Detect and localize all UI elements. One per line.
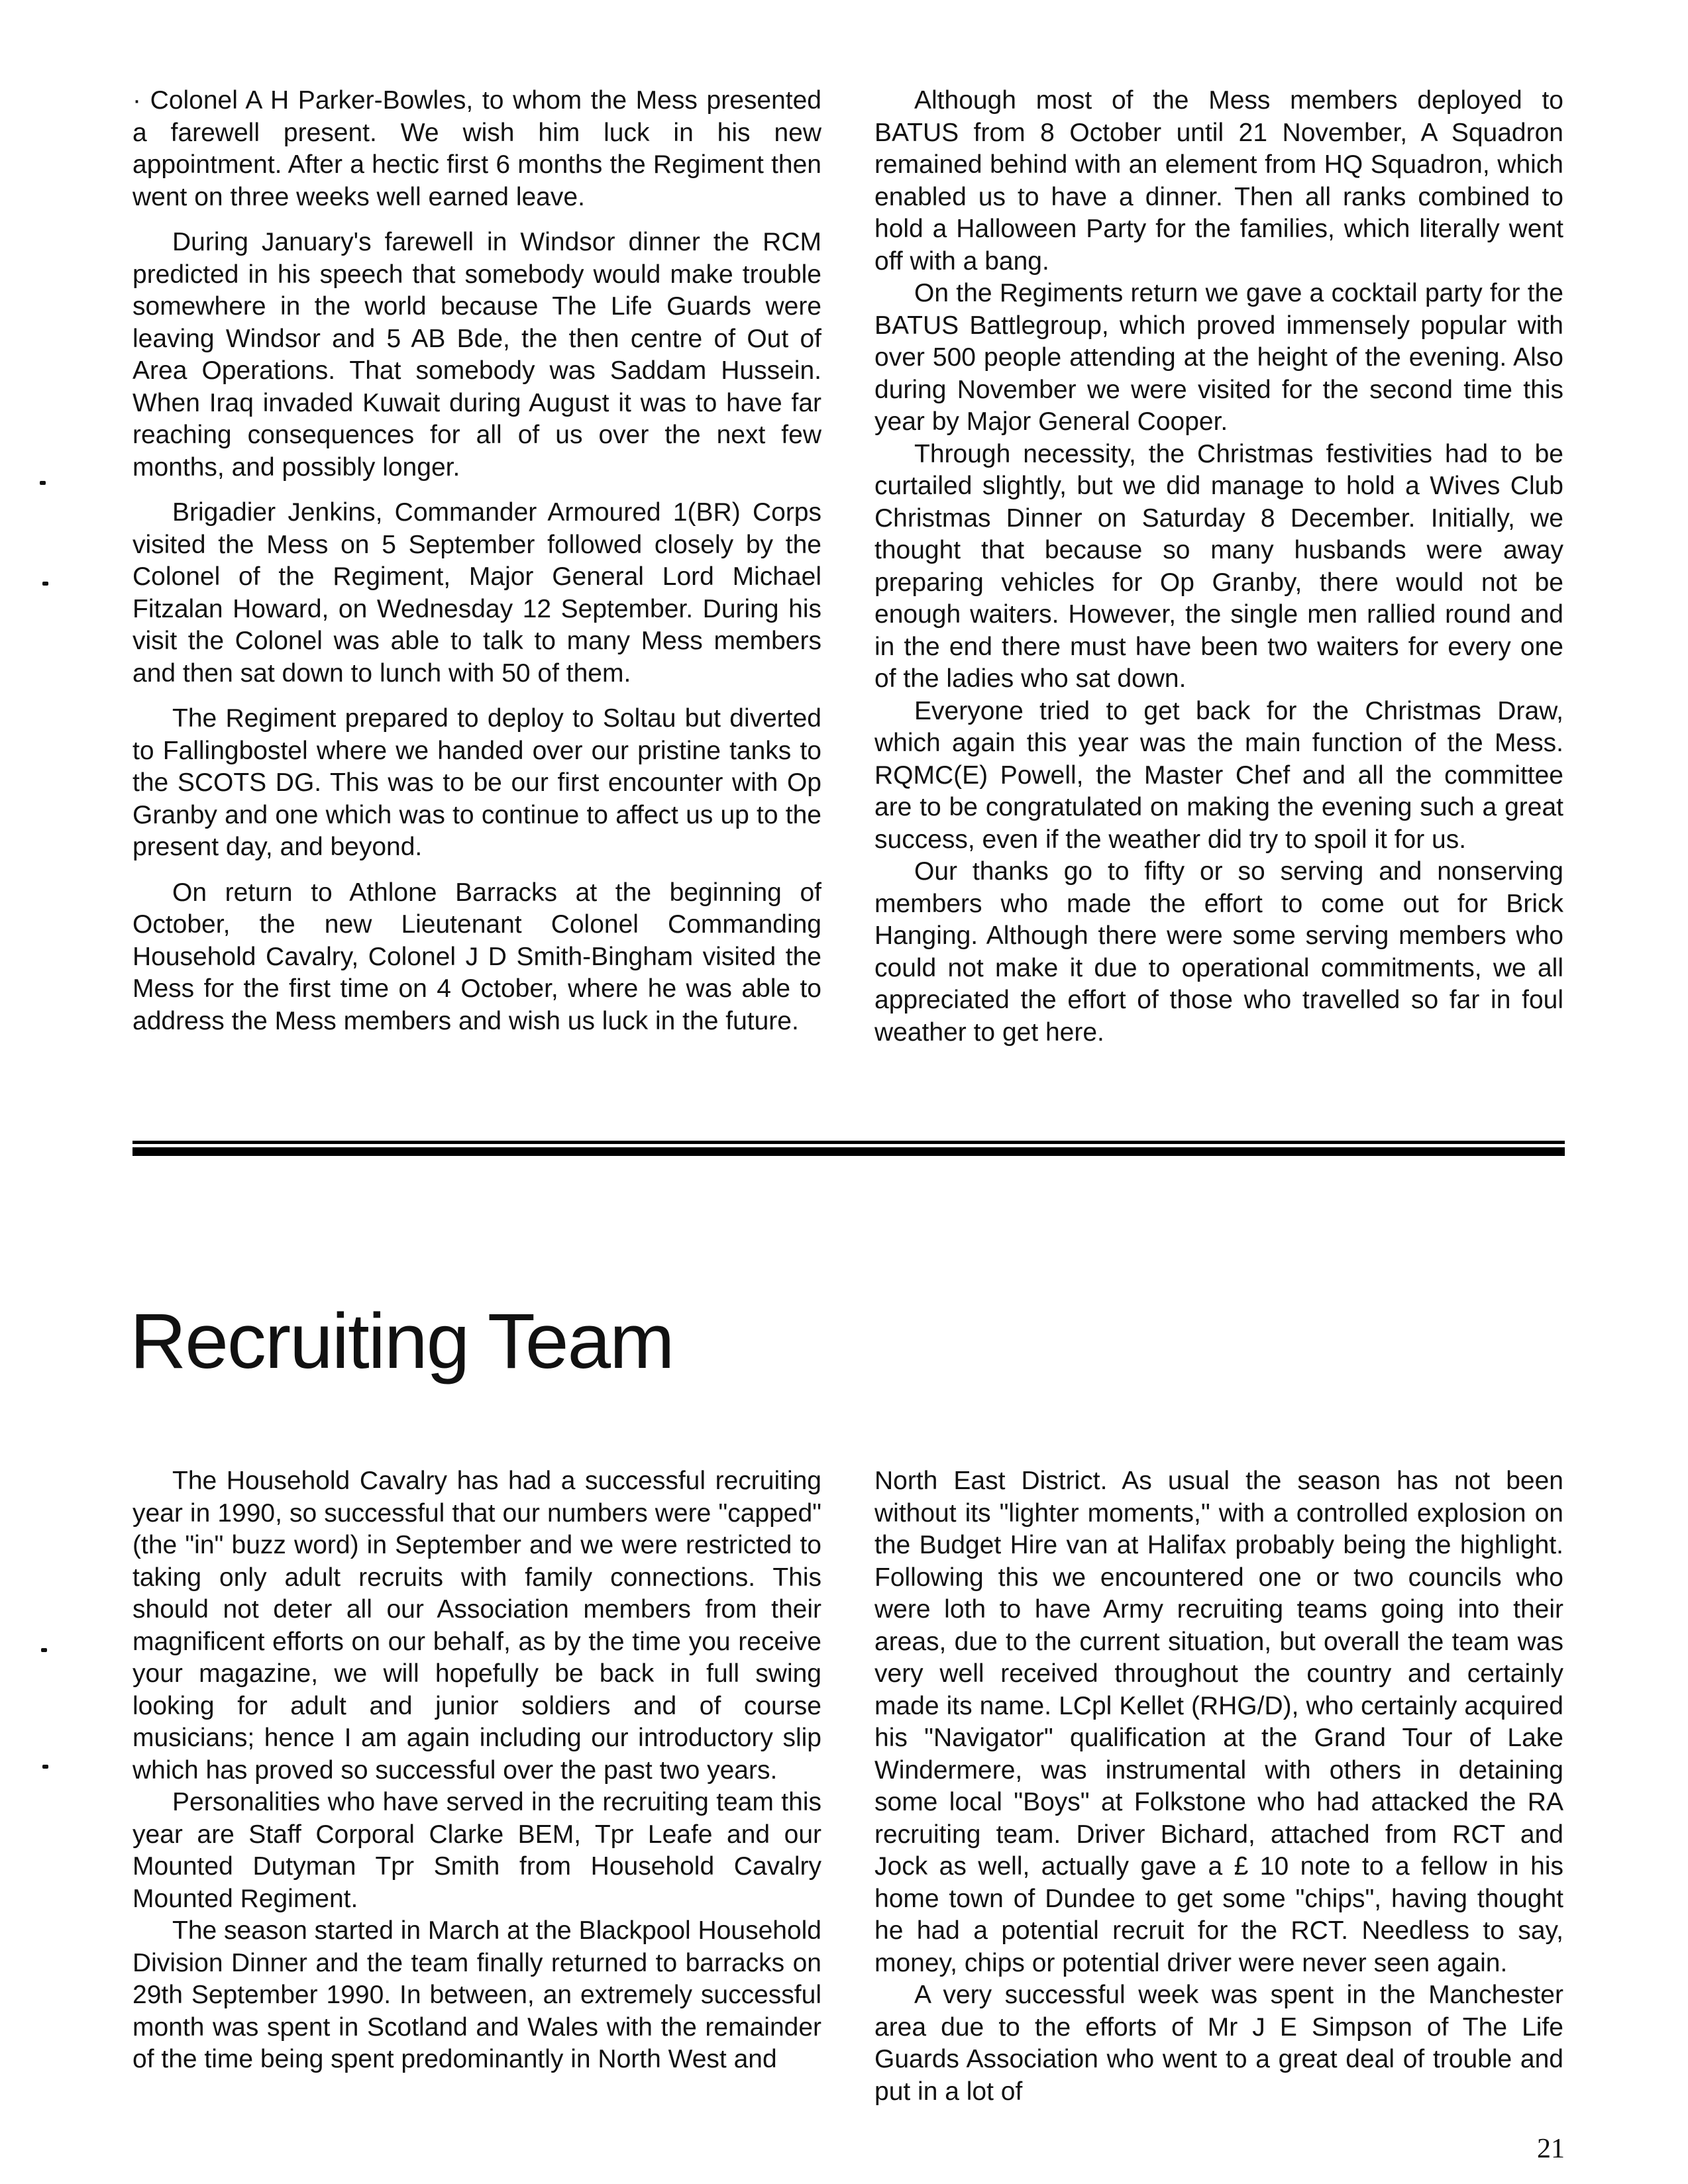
- paragraph: The Household Cavalry has had a successful recruiting year in 1990, so successful that our numbers were "capped" (the "in" buzz word) in September and we were restricted to taking only adult recruits with family connections. This should not deter all our Association members from their magnificent efforts on our behalf, as by the time you receive your magazine, we will hopefully be back in full swing looking for adult and junior soldiers and of course musicians; hence I am again including our introductory slip which has proved so successful over the past two years.: [132, 1467, 821, 1785]
- paragraph: Although most of the Mess members deployed to BATUS from 8 October until 21 November, A Squadron remained behind with an element from HQ Squadron, which enabled us to have a dinner. Then all ranks combined to hold a Halloween Party for the families, which literally went off with a bang.: [874, 86, 1563, 276]
- margin-mark: [40, 481, 46, 485]
- top-right-column: [874, 85, 1563, 1049]
- paragraph: On the Regiments return we gave a cocktail party for the BATUS Battlegroup, which proved immensely popular with over 500 people attending at the height of the evening. Also during November we were visited for the second time this year by Major General Cooper.: [874, 279, 1563, 436]
- paragraph: On return to Athlone Barracks at the beginning of October, the new Lieutenant Colonel Commanding Household Cavalry, Colonel J D Smith-Bingham visited the Mess for the first time on 4 October, where he was able to address the Mess members and wish us luck in the future.: [132, 878, 821, 1035]
- margin-mark: [42, 1765, 48, 1769]
- section-divider-thin: [132, 1141, 1565, 1144]
- paragraph: The season started in March at the Blackpool Household Division Dinner and the team finally returned to barracks on 29th September 1990. In between, an extremely successful month was spent in Scotland and Wales with the remainder of the time being spent predominantly in North West and: [132, 1916, 821, 2073]
- top-left-column: [132, 85, 821, 1037]
- paragraph: · Colonel A H Parker-Bowles, to whom the Mess presented a farewell present. We wish him luck in his new appointment. After a hectic first 6 months the Regiment then went on three weeks well earned leave.: [132, 86, 821, 211]
- paragraph: Everyone tried to get back for the Christmas Draw, which again this year was the main function of the Mess. RQMC(E) Powell, the Master Chef and all the committee are to be congratulated on making the evening such a great success, even if the weather did try to spoil it for us.: [874, 696, 1563, 854]
- paragraph: The Regiment prepared to deploy to Soltau but diverted to Fallingbostel where we handed over our pristine tanks to the SCOTS DG. This was to be our first encounter with Op Granby and one which was to continue to affect us up to the present day, and beyond.: [132, 704, 821, 861]
- paragraph: A very successful week was spent in the Manchester area due to the efforts of Mr J E Simpson of The Life Guards Association who went to a great deal of trouble and put in a lot of: [874, 1981, 1563, 2106]
- page-number: 21: [1537, 2134, 1565, 2164]
- paragraph: Personalities who have served in the recruiting team this year are Staff Corporal Clarke BEM, Tpr Leafe and our Mounted Dutyman Tpr Smith from Household Cavalry Mounted Regiment.: [132, 1788, 821, 1913]
- recruiting-left-column: [132, 1465, 821, 2076]
- paragraph: Brigadier Jenkins, Commander Armoured 1(BR) Corps visited the Mess on 5 September followed closely by the Colonel of the Regiment, Major General Lord Michael Fitzalan Howard, on Wednesday 12 September. During his visit the Colonel was able to talk to many Mess members and then sat down to lunch with 50 of them.: [132, 498, 821, 688]
- paragraph: Through necessity, the Christmas festivities had to be curtailed slightly, but we did manage to hold a Wives Club Christmas Dinner on Saturday 8 December. Initially, we thought that because so many husbands were away preparing vehicles for Op Granby, there would not be enough waiters. However, the single men rallied round and in the end there must have been two waiters for every one of the ladies who sat down.: [874, 439, 1563, 693]
- margin-mark: [41, 1648, 47, 1652]
- recruiting-right-column: [874, 1465, 1563, 2108]
- paragraph: During January's farewell in Windsor dinner the RCM predicted in his speech that somebody would make trouble somewhere in the world because The Life Guards were leaving Windsor and 5 AB Bde, the then centre of Out of Area Operations. That somebody was Saddam Hussein. When Iraq invaded Kuwait during August it was to have far reaching consequences for all of us over the next few months, and possibly longer.: [132, 228, 821, 482]
- section-divider-thick: [132, 1147, 1565, 1156]
- margin-mark: [42, 582, 48, 586]
- paragraph: North East District. As usual the season has not been without its "lighter moments," with a controlled explosion on the Budget Hire van at Halifax probably being the highlight. Following this we encountered one or two councils who were loth to have Army recruiting teams going into their areas, due to the current situation, but overall the team was very well received throughout the country and certainly made its name. LCpl Kellet (RHG/D), who certainly acquired his "Navigator" qualification at the Grand Tour of Lake Windermere, was instrumental with others in detaining some local "Boys" at Folkstone who had attacked the RA recruiting team. Driver Bichard, attached from RCT and Jock as well, actually gave a £ 10 note to a fellow in his home town of Dundee to get some "chips", having thought he had a potential recruit for the RCT. Needless to say, money, chips or potential driver were never seen again.: [874, 1467, 1563, 1977]
- section-title: Recruiting Team: [130, 1298, 674, 1385]
- paragraph: Our thanks go to fifty or so serving and nonserving members who made the effort to come out for Brick Hanging. Although there were some serving members who could not make it due to operational commitments, we all appreciated the effort of those who travelled so far in foul weather to get here.: [874, 857, 1563, 1047]
